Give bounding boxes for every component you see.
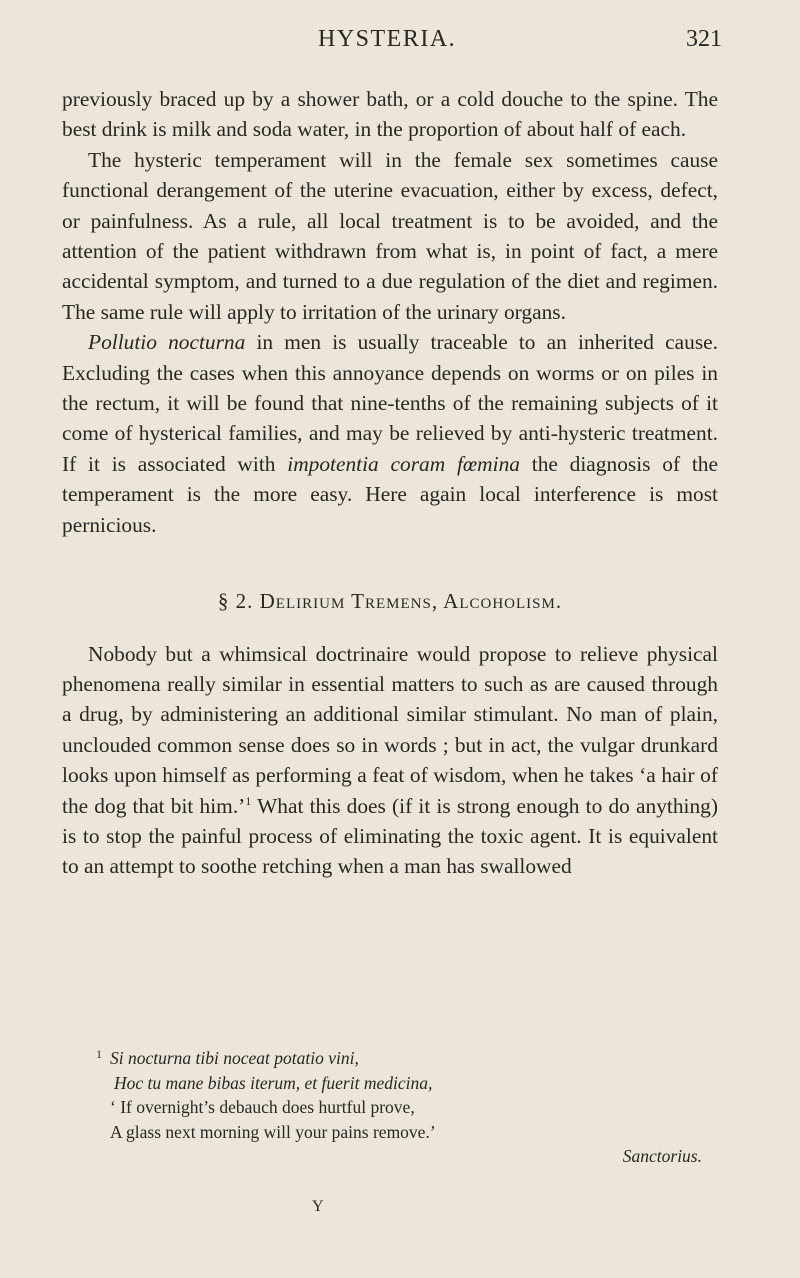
section-title: Delirium Tremens, Alcoholism. (259, 589, 563, 614)
page-number: 321 (686, 26, 722, 52)
paragraph-3-text-b: the diagnosis of the temperament is the more easy. Here again local interference is most pernicious. (62, 451, 718, 537)
footnote (96, 1046, 730, 1169)
paragraph-2: The hysteric temperament will in the female sex sometimes cause functional derangement of the uterine evacuation, either by excess, defect, or painfulness. As a rule, all local treatment is to be avoided, and the attention of the patient withdrawn from what is, in point of fact, a mere accidental symptom, and turned to a due regulation of the diet and regimen. The same rule will apply to irritation of the urinary organs. (62, 147, 718, 324)
footnote-marker: 1 (96, 1047, 102, 1061)
section-number: § 2. (217, 589, 254, 614)
page-header (60, 26, 760, 62)
paragraph-4-text-a: Nobody but a whimsical doctrinaire would propose to relieve physical phenomena really similar in essential matters to such as are caused through a drug, by administering an additional similar stimulant. No man of plain, unclouded common sense does so in words ; but in act, the vulgar drunkard looks upon himself as performing a feat of wisdom, when he takes ‘a hair of the dog that bit him.’ (62, 641, 718, 818)
section-heading (62, 586, 718, 616)
signature-mark: Y (312, 1198, 324, 1215)
term-impotentia: impotentia coram fœmina (287, 451, 520, 476)
term-pollutio-nocturna: Pollutio nocturna (88, 330, 246, 355)
footnote-reference[interactable]: 1 (245, 793, 252, 808)
paragraph-3-text-a: in men is usually traceable to an inherited cause. Excluding the cases when this annoyance depends on worms or on piles in the rectum, it will be found that nine-tenths of the remaining subjects of it come of hysterical families, and may be relieved by anti-hysteric treatment. If it is associated with (62, 330, 718, 476)
body-text (62, 84, 718, 882)
footnote-author: Sanctorius. (622, 1146, 702, 1166)
footnote-latin-line-1: Si nocturna tibi noceat potatio vini, (110, 1048, 359, 1068)
paragraph-4-text-b: What this does (if it is strong enough to do anything) is to stop the painful process of eliminating the toxic agent. It is equivalent to an attempt to soothe retching when a man has swallowed (62, 793, 718, 879)
paragraph-4 (62, 639, 718, 882)
footnote-latin-line-2: Hoc tu mane bibas iterum, et fuerit medicina, (114, 1072, 433, 1093)
running-title: HYSTERIA. (318, 26, 457, 52)
paragraph-1: previously braced up by a shower bath, or a cold douche to the spine. The best drink is milk and soda water, in the proportion of about half of each. (62, 87, 718, 142)
paragraph-3 (62, 327, 718, 540)
footnote-english-line-1: ‘ If overnight’s debauch does hurtful prove, (110, 1097, 415, 1117)
footnote-english-line-2: A glass next morning will your pains remove.’ (110, 1121, 436, 1142)
